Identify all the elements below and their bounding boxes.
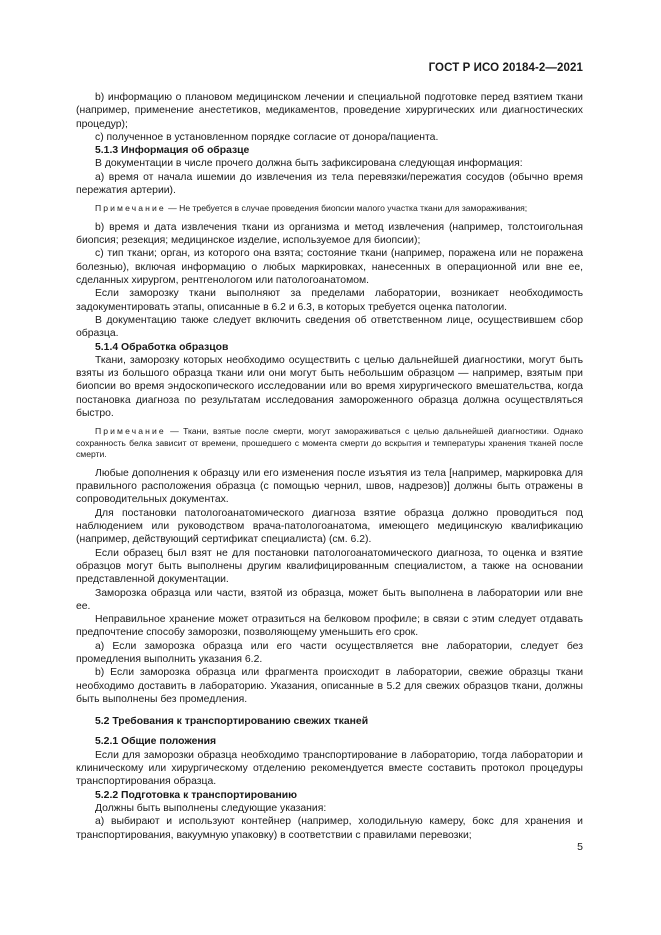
paragraph: b) время и дата извлечения ткани из организма и метод извлечения (например, толстоигольная биопсия; резекция; медицинское изделие, используемое для биопсии); (76, 221, 583, 247)
paragraph: Для постановки патологоанатомического диагноза взятие образца должно проводиться под наблюдением или руководством врача-патологоанатома, имеющего медицинскую квалификацию (например, действующий сертификат специалиста) (см. 6.2). (76, 507, 583, 546)
section-heading-5-2-2: 5.2.2 Подготовка к транспортированию (95, 789, 298, 801)
note-text: — Не требуется в случае проведения биопсии малого участка ткани для замораживания; (165, 203, 528, 214)
document-header: ГОСТ Р ИСО 20184-2—2021 (428, 62, 583, 74)
paragraph: a) время от начала ишемии до извлечения из тела перевязки/пережатия сосудов (обычно время пережатия артерии). (76, 171, 583, 197)
paragraph: a) Если заморозка образца или его части осуществляется вне лаборатории, следует без промедления выполнить указания 6.2. (76, 640, 583, 665)
paragraph: Заморозка образца или части, взятой из образца, может быть выполнена в лаборатории или вне ее. (76, 587, 583, 612)
paragraph: Любые дополнения к образцу или его изменения после изъятия из тела [например, маркировка для правильного расположения образца (с помощью чернил, швов, надрезов)] должны быть отражены в сопроводительных документах. (76, 467, 583, 506)
section-heading-5-1-4: 5.1.4 Обработка образцов (95, 341, 229, 353)
note-label: Примечание (95, 426, 166, 437)
paragraph: Должны быть выполнены следующие указания: (95, 802, 327, 814)
paragraph: Если образец был взят не для постановки патологоанатомического диагноза, то оценка и взятие образцов могут быть выполнены другим квалифицированным специалистом, а также на основании представленной документации. (76, 547, 583, 586)
section-heading-5-2-1: 5.2.1 Общие положения (95, 736, 217, 748)
paragraph: В документацию также следует включить сведения об ответственном лице, осуществившем сбор образца. (76, 314, 583, 340)
paragraph: Неправильное хранение может отразиться на белковом профиле; в связи с этим следует отдавать предпочтение способу заморозки, позволяющему уменьшить его срок. (76, 614, 583, 639)
note-label: Примечание (95, 203, 166, 214)
paragraph: b) Если заморозка образца или фрагмента происходит в лаборатории, свежие образцы ткани необходимо доставить в лабораторию. Указания, описанные в 5.2 для свежих образцов ткани, должны быть выполнены без промедления. (76, 667, 583, 705)
note (76, 203, 583, 215)
paragraph: Если заморозку ткани выполняют за пределами лаборатории, возникает необходимость задокументировать этапы, описанные в 6.2 и 6.3, в которых требуется оценка патологии. (76, 288, 583, 313)
paragraph: c) полученное в установленном порядке согласие от донора/пациента. (95, 131, 439, 143)
note-text: — Ткани, взятые после смерти, могут замораживаться с целью дальнейшей диагностики. Однако сохранность белка зависит от времени, прошедшего с момента смерти до вскрытия и температуры хранения тканей после смерти. (76, 426, 583, 460)
paragraph: b) информацию о плановом медицинском лечении и специальной подготовке перед взятием ткани (например, применение анестетиков, медикаментов, проведение хирургических или диагностических процедур); (76, 92, 583, 130)
paragraph: a) выбирают и используют контейнер (например, холодильную камеру, бокс для хранения и транспортирования, вакуумную упаковку) в соответствии с правилами перевозки; (76, 816, 583, 841)
paragraph: Если для заморозки образца необходимо транспортирование в лабораторию, тогда лаборатории и клиническому или хирургическому отделению рекомендуется вместе составить протокол процедуры транспортирования образца. (76, 749, 583, 788)
section-heading-5-2: 5.2 Требования к транспортированию свежих тканей (95, 716, 369, 728)
section-heading-5-1-3: 5.1.3 Информация об образце (95, 145, 250, 157)
note (76, 426, 583, 461)
paragraph: Ткани, заморозку которых необходимо осуществить с целью дальнейшей диагностики, могут быть взяты из большого образца ткани или они могут быть небольшим образцом — например, взятым при биопсии во время эндоскопического исследовании или во время хирургического вмешательства, когда постановка диагноза по результатам исследования замороженного образца должна осуществляться быстро. (76, 354, 583, 420)
document-body (76, 91, 583, 842)
paragraph: c) тип ткани; орган, из которого она взята; состояние ткани (например, поражена или не поражена болезнью), включая информацию о любых маркировках, нанесенных в операционной или вне ее, сделанных хирургом, рентгенологом или патологоанатомом. (76, 248, 583, 287)
page-number: 5 (577, 841, 583, 853)
paragraph: В документации в числе прочего должна быть зафиксирована следующая информация: (95, 158, 523, 170)
